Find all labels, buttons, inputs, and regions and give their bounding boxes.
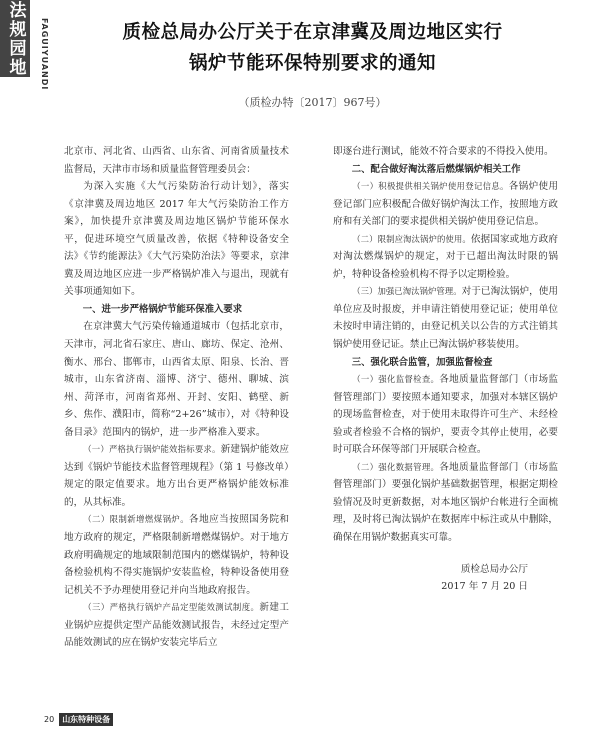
item-1-1-label: （一）严格执行锅炉能效指标要求。 bbox=[83, 444, 221, 455]
intro-paragraph: 为深入实施《大气污染防治行动计划》，落实《京津冀及周边地区 2017 年大气污染防治工作方案》，加快提升京津冀及周边地区锅炉节能环保水平，促进环境空气质量改善，依据《特种设备安全法》《节约能源法》《大气污染防治法》等要求，京津冀及周边地区应进一步严格锅炉准入与退出，现就有关事项通知如下。 bbox=[64, 181, 289, 298]
section-heading-3: 三、强化联合监管，加强监督检查 bbox=[351, 356, 493, 368]
left-column bbox=[64, 143, 289, 652]
item-1-1 bbox=[64, 441, 289, 511]
page-footer bbox=[44, 713, 113, 726]
item-2-2 bbox=[333, 231, 558, 284]
item-2-1 bbox=[333, 178, 558, 231]
item-2-3-text: 对于已淘汰锅炉，使用单位应及时报废，并申请注销使用登记证；使用单位未按时申请注销的，由登记机关以公告的方式注销其锅炉使用登记证。禁止已淘汰锅炉移装使用。 bbox=[333, 286, 559, 351]
magazine-name: 山东特种设备 bbox=[59, 713, 113, 726]
right-column bbox=[333, 143, 558, 596]
item-1-3 bbox=[64, 599, 289, 652]
signer: 质检总局办公厅 bbox=[460, 563, 528, 575]
item-3-1 bbox=[333, 371, 558, 459]
addressees: 北京市、河北省、山西省、山东省、河南省质量技术监督局，天津市市场和质量监督管理委员会： bbox=[64, 146, 289, 175]
item-2-3-label: （三）加强已淘汰锅炉管理。 bbox=[352, 286, 462, 297]
item-3-1-label: （一）强化监督检查。 bbox=[352, 374, 440, 385]
item-1-3-label: （三）严格执行锅炉产品定型能效测试制度。 bbox=[83, 602, 260, 613]
item-1-2-label: （二）限制新增燃煤锅炉。 bbox=[83, 514, 190, 525]
item-3-2-label: （二）强化数据管理。 bbox=[352, 461, 440, 472]
item-1-2-text: 各地应当按照国务院和地方政府的规定，严格限制新增燃煤锅炉。对于地方政府明确规定的地域限制范围内的燃煤锅炉，特种设备检验机构不得实施锅炉安装监检，特种设备使用登记机关不予办理使用登记并向当地政府报告。 bbox=[64, 514, 290, 596]
article-title-line-1: 质检总局办公厅关于在京津冀及周边地区实行 bbox=[122, 22, 503, 43]
item-2-3 bbox=[333, 283, 558, 353]
section-heading-2: 二、配合做好淘汰落后燃煤锅炉相关工作 bbox=[351, 163, 521, 175]
paragraph-1: 在京津冀大气污染传输通道城市（包括北京市，天津市，河北省石家庄、唐山、廊坊、保定、沧州、衡水、邢台、邯郸市，山西省太原、阳泉、长治、晋城市，山东省济南、淄博、济宁、德州、聊城、滨州、菏泽市，河南省郑州、开封、安阳、鹤壁、新乡、焦作、濮阳市，简称“2+26”城市），对《特种设备目录》范围内的锅炉，进一步严格准入要求。 bbox=[64, 321, 289, 438]
section-heading-1: 一、进一步严格锅炉节能环保准入要求 bbox=[82, 303, 243, 315]
item-1-1-text: 新建锅炉能效应达到《锅炉节能技术监督管理规程》（第 1 号修改单）规定的限定值要求。地方出台更严格锅炉能效标准的，从其标准。 bbox=[64, 444, 290, 508]
section-english-label: FAGUIYUANDI bbox=[40, 18, 49, 91]
signing-date: 2017 年 7 月 20 日 bbox=[441, 581, 528, 593]
item-2-2-text: 依据国家或地方政府对淘汰燃煤锅炉的规定，对于已超出淘汰时限的锅炉，特种设备检验机构不得予以定期检验。 bbox=[333, 233, 559, 280]
item-1-3-text: 新建工业锅炉应提供定型产品能效测试报告，未经过定型产品能效测试的应在锅炉安装完毕后立 bbox=[64, 602, 290, 649]
page-number: 20 bbox=[44, 715, 55, 724]
item-2-1-label: （一）积极提供相关锅炉使用登记信息。 bbox=[352, 181, 509, 192]
signature-block bbox=[333, 561, 558, 596]
item-2-2-label: （二）限制应淘汰锅炉的使用。 bbox=[352, 233, 471, 244]
document-number: （质检办特〔2017〕967号） bbox=[238, 96, 387, 109]
item-3-1-text: 各地质量监督部门（市场监督管理部门）要按照本通知要求，加强对本辖区锅炉的现场监督检查，对于使用未取得许可生产、未经检验或者检验不合格的锅炉，要责令其停止使用，必要时可联合环保等部门开展联合检查。 bbox=[333, 374, 559, 456]
continued-text: 即逐台进行测试，能效不符合要求的不得投入使用。 bbox=[333, 146, 554, 157]
item-3-2 bbox=[333, 459, 558, 547]
item-2-1-text: 各锅炉使用登记部门应积极配合做好锅炉淘汰工作，按照地方政府和有关部门的要求提供相关锅炉使用登记信息。 bbox=[333, 181, 559, 228]
section-tab-label: 法规园地 bbox=[5, 0, 26, 77]
item-3-2-text: 各地质量监督部门（市场监督管理部门）要强化锅炉基础数据管理，根据定期检验情况及时更新数据，对本地区锅炉台帐进行全面梳理，及时将已淘汰锅炉在数据库中标注或从中删除，确保在用锅炉数据真实可靠。 bbox=[333, 461, 559, 544]
article-title-line-2: 锅炉节能环保特别要求的通知 bbox=[188, 53, 436, 74]
article-title bbox=[60, 17, 565, 79]
section-tab bbox=[0, 0, 30, 77]
item-1-2 bbox=[64, 511, 289, 599]
